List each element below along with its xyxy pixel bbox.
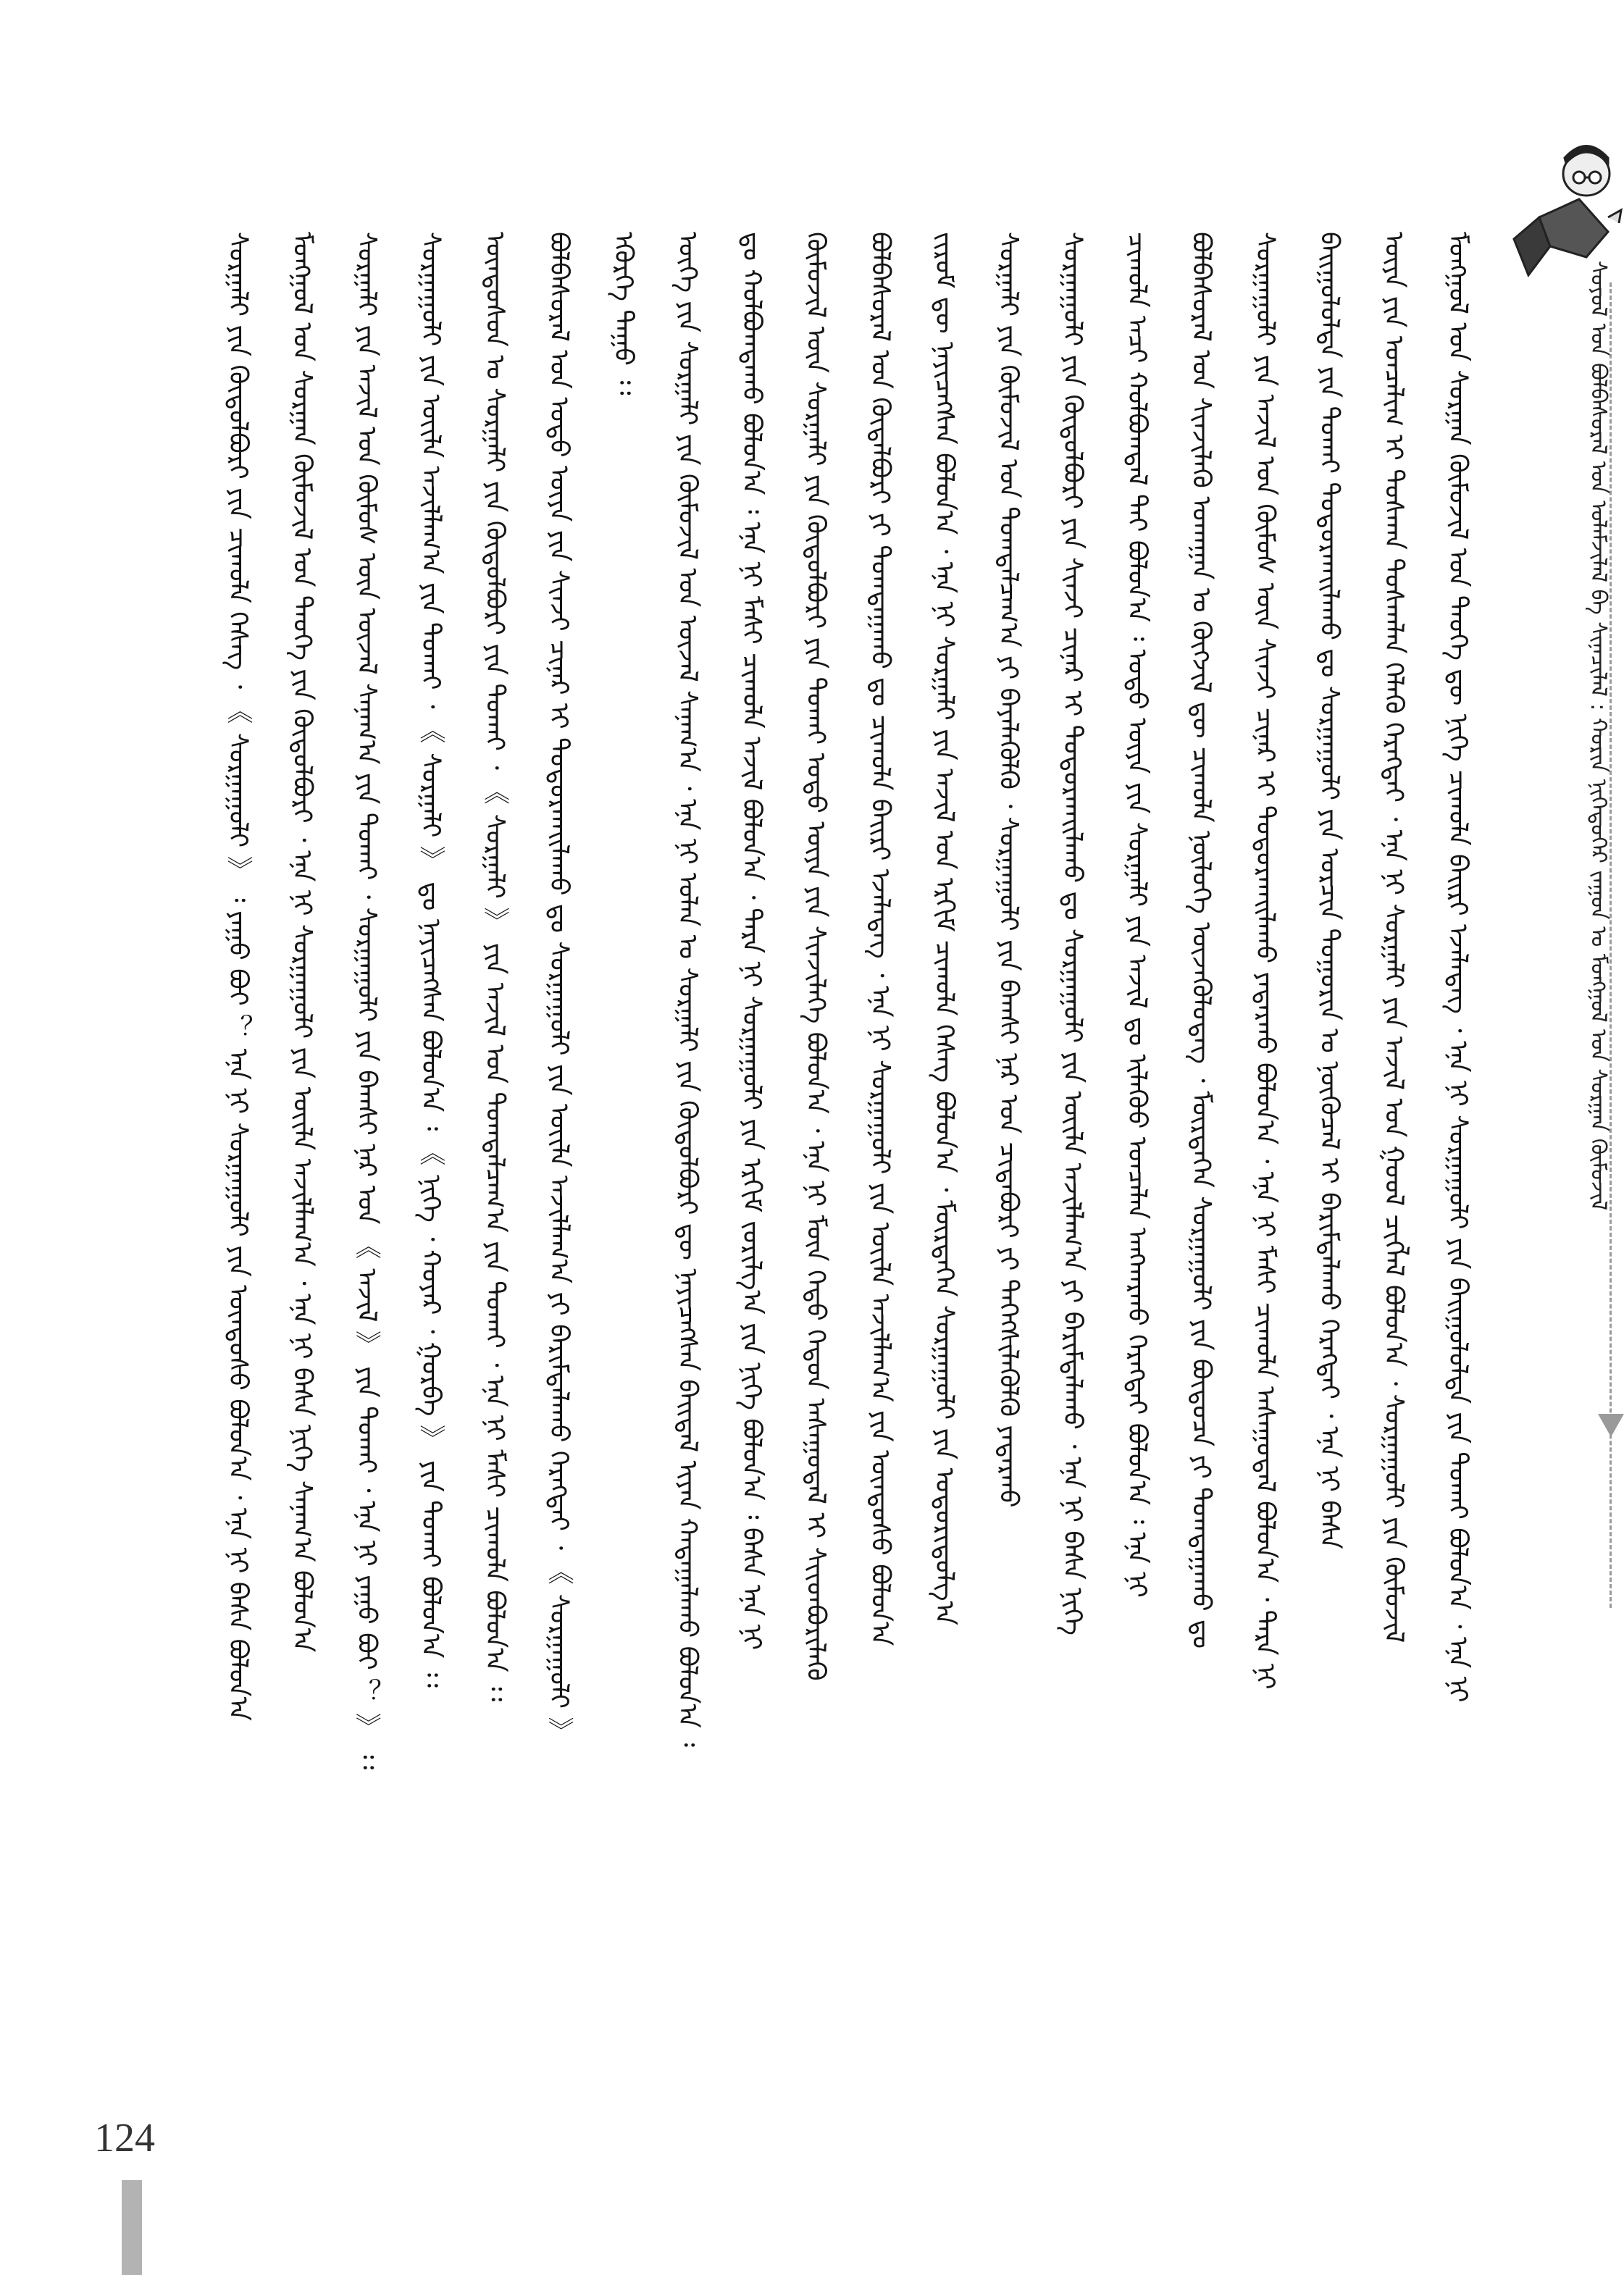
running-header: ᠰᠣᠶᠣᠯ ᠤᠨ ᠪᠣᠯᠪᠠᠰᠤᠷᠠᠯ ᠤᠨ ᠤᠯᠠᠮᠵᠢᠯᠠᠯ ᠪᠠ ᠰᠢᠨᠡᠴᠢᠯᠡᠯ : ᠬᠣᠷᠢᠨ ᠨᠢᠭᠡᠳᠦᠭᠡᠷ ᠵᠠᠭᠤᠨ ᠤ ᠮᠣᠩᠭᠣᠯ ᠤᠨ ᠰᠤᠷᠭᠠᠨ ᠬᠦᠮᠦᠵᠢᠯ [1586, 261, 1611, 1211]
text-column: ᠬᠦᠮᠦᠵᠢᠯ ᠦᠨ ᠰᠤᠷᠭᠠᠯᠢ ᠶᠢᠨ ᠬᠥᠲᠦᠯᠪᠦᠷᠢ ᠶᠢᠨ ᠲᠤᠬᠠᠢ ᠣᠳᠣ ᠦᠶᠡ ᠶᠢᠨ ᠰᠢᠨᠵᠢᠯᠡᠭᠡ ᠪᠣᠯᠤᠨ᠎ᠠ ᠂ ᠡᠨᠡ ᠨᠢ ᠮᠥᠨ ᠬᠡᠳᠦ ᠬᠡᠳᠦᠨ ᠠᠰᠠᠭᠤᠳᠠᠯ ᠢ ᠰᠢᠢᠳᠪᠦᠷᠢᠯᠡᠬᠦ [800, 232, 831, 1681]
text-column: ᠰᠤᠷᠭᠠᠭᠤᠯᠢ ᠶᠢᠨ ᠬᠥᠲᠦᠯᠪᠦᠷᠢ ᠶᠢᠨ ᠰᠢᠨᠵᠢ ᠴᠢᠨᠠᠷ ᠢ ᠲᠣᠳᠣᠷᠬᠠᠢᠯᠠᠬᠤ ᠳᠤ ᠰᠤᠷᠭᠠᠭᠤᠯᠢ ᠶᠢᠨ ᠦᠢᠯᠡ ᠠᠵᠢᠯᠯᠠᠭ᠎ᠠ ᠶᠢ ᠪᠠᠷᠢᠮᠲᠠᠯᠠᠬᠤ ᠂ ᠡᠨᠡ ᠨᠢ ᠪᠠᠰᠠ ᠨᠢᠭᠡ [1058, 232, 1088, 1635]
text-column: ᠮᠣᠩᠭᠣᠯ ᠤᠨ ᠰᠤᠷᠭᠠᠨ ᠬᠦᠮᠦᠵᠢᠯ ᠤᠨ ᠲᠡᠦᠬᠡ ᠳᠦ ᠨᠢᠭᠡ ᠴᠢᠬᠤᠯᠠ ᠪᠠᠢᠷᠢ ᠡᠵᠡᠯᠡᠳᠡᠭ ᠂ ᠡᠨᠡ ᠨᠢ ᠰᠤᠷᠭᠠᠭᠤᠯᠢ ᠶᠢᠨ ᠪᠠᠢᠭᠤᠯᠤᠯᠲᠠ ᠶᠢᠨ ᠲᠤᠬᠠᠢ ᠪᠣᠯᠤᠨ᠎ᠠ ᠂ ᠡᠨᠡ ᠨᠢ [1442, 232, 1473, 1703]
text-column: ᠴᠢᠬᠤᠯᠠ ᠠᠴᠢ ᠬᠣᠯᠪᠣᠭᠳᠠᠯ ᠲᠠᠢ ᠪᠣᠯᠤᠨ᠎ᠠ ᠄ ᠣᠳᠣ ᠦᠶᠡ ᠶᠢᠨ ᠰᠤᠷᠭᠠᠯᠢ ᠶᠢᠨ ᠠᠵᠢᠯ ᠳᠤ ᠢᠯᠡᠭᠦᠦ ᠣᠨᠴᠠᠯᠠᠨ ᠠᠩᠬᠠᠷᠬᠤ ᠬᠡᠷᠡᠭᠲᠡᠢ ᠪᠣᠯᠤᠨ᠎ᠠ ᠄ ᠡᠨᠡ ᠨᠢ [1121, 232, 1152, 1598]
text-column: ᠪᠣᠯᠪᠠᠰᠤᠷᠠᠯ ᠤᠨ ᠬᠥᠲᠡᠯᠪᠦᠷᠢ ᠶᠢ ᠲᠣᠭᠲᠠᠭᠠᠬᠤ ᠳᠤ ᠴᠢᠬᠤᠯᠠ ᠪᠠᠢᠷᠢ ᠡᠵᠡᠯᠡᠳᠡᠭ ᠂ ᠡᠨᠡ ᠨᠢ ᠰᠤᠷᠭᠠᠭᠤᠯᠢ ᠶᠢᠨ ᠦᠢᠯᠡ ᠠᠵᠢᠯᠯᠠᠭ᠎ᠠ ᠶᠢᠨ ᠦᠨᠳᠦᠰᠦ ᠪᠣᠯᠤᠨ᠎ᠠ [865, 232, 895, 1646]
text-column: ᠰᠤᠷᠭᠠᠭᠤᠯᠢ ᠶᠢᠨ ᠦᠢᠯᠡ ᠠᠵᠢᠯᠯᠠᠭ᠎ᠠ ᠶᠢᠨ ᠲᠤᠬᠠᠢ ᠂ 《 ᠰᠤᠷᠭᠠᠯᠢ 》 ᠳᠤ ᠨᠡᠶᠢᠴᠡᠭᠰᠡᠨ ᠪᠣᠯᠤᠨ᠎ᠠ ᠄ 《 ᠨᠢᠭᠡ ᠂ ᠬᠣᠶᠠᠷ ᠂ ᠭᠤᠷᠪᠠ 》 ᠶᠢᠨ ᠲᠤᠬᠠᠢ ᠪᠣᠯᠤᠨ᠎ᠠ ᠄᠄ [415, 232, 445, 1688]
text-column: ᠵᠢᠷᠤᠮ ᠳᠦ ᠨᠡᠶᠢᠴᠡᠭᠰᠡᠨ ᠪᠣᠯᠤᠨ᠎ᠠ ᠂ ᠡᠨᠡ ᠨᠢ ᠰᠤᠷᠭᠠᠯᠢ ᠶᠢᠨ ᠠᠵᠢᠯ ᠤᠨ ᠡᠷᠬᠢᠮ ᠴᠢᠬᠤᠯᠠ ᠬᠡᠰᠡᠭ ᠪᠣᠯᠤᠨ᠎ᠠ ᠂ ᠮᠥᠷᠲᠡᠭᠡᠨ ᠰᠤᠷᠭᠠᠭᠤᠯᠢ ᠶᠢᠨ ᠤᠳᠤᠷᠢᠳᠤᠯᠭ᠎ᠠ [929, 232, 959, 1626]
text-column: ᠦᠶᠡ ᠶᠢᠨ ᠣᠨᠴᠠᠯᠢᠭ ᠢ ᠲᠤᠰᠬᠠᠨ ᠲᠤᠰᠬᠠᠯᠠᠨ ᠬᠡᠯᠡᠬᠦ ᠬᠡᠷᠡᠭᠲᠡᠢ ᠂ ᠡᠨᠡ ᠨᠢ ᠰᠤᠷᠭᠠᠯᠢ ᠶᠢᠨ ᠠᠵᠢᠯ ᠤᠨ ᠭᠣᠣᠯ ᠴᠢᠭᠯᠡᠯ ᠪᠣᠯᠤᠨ᠎ᠠ ᠂ ᠰᠤᠷᠭᠠᠭᠤᠯᠢ ᠶᠢᠨ ᠬᠦᠮᠦᠵᠢᠯ [1378, 232, 1409, 1643]
text-column: ᠳᠤ ᠬᠣᠯᠪᠣᠭᠳᠠᠬᠤ ᠪᠣᠯᠤᠨ᠎ᠠ ᠄ ᠡᠨᠡ ᠨᠢ ᠮᠠᠰᠢ ᠴᠢᠬᠤᠯᠠ ᠠᠵᠢᠯ ᠪᠣᠯᠤᠨ᠎ᠠ ᠂ ᠲᠡᠷᠡ ᠨᠢ ᠰᠤᠷᠭᠠᠭᠤᠯᠢ ᠶᠢᠨ ᠡᠷᠬᠢᠮ ᠵᠣᠷᠢᠯᠭ᠎ᠠ ᠶᠢᠨ ᠨᠢᠭᠡ ᠪᠣᠯᠤᠨ᠎ᠠ ᠄ ᠪᠠᠰᠠ ᠡᠨᠡ ᠨᠢ [737, 232, 766, 1651]
text-column: ᠰᠤᠷᠭᠠᠯᠢ ᠶᠢᠨ ᠬᠦᠮᠦᠵᠢᠯ ᠤᠨ ᠲᠣᠭᠲᠠᠯᠴᠠᠭ᠎ᠠ ᠶᠢ ᠪᠡᠶᠡᠯᠡᠭᠦᠯᠬᠦ ᠂ ᠰᠤᠷᠭᠠᠭᠤᠯᠢ ᠶᠢᠨ ᠪᠠᠭᠰᠢ ᠨᠠᠷ ᠤᠨ ᠴᠢᠳᠠᠪᠤᠷᠢ ᠶᠢ ᠳᠡᠭᠡᠭᠰᠢᠯᠡᠭᠦᠯᠬᠦ ᠶᠠᠳᠠᠷᠬᠤ [993, 232, 1024, 1508]
text-column: ᠮᠣᠩᠭᠣᠯ ᠤᠨ ᠰᠤᠷᠭᠠᠨ ᠬᠦᠮᠦᠵᠢᠯ ᠤᠨ ᠲᠡᠦᠬᠡ ᠶᠢᠨ ᠬᠥᠲᠦᠯᠪᠦᠷᠢ ᠂ ᠡᠨᠡ ᠨᠢ ᠰᠤᠷᠭᠠᠭᠤᠯᠢ ᠶᠢᠨ ᠦᠢᠯᠡ ᠠᠵᠢᠯᠯᠠᠭ᠎ᠠ ᠂ ᠡᠨᠡ ᠨᠢ ᠪᠠᠰᠠ ᠨᠢᠭᠡ ᠰᠠᠨᠠᠭ᠎ᠠ ᠪᠣᠯᠤᠨ᠎ᠠ [287, 232, 317, 1653]
thumb-tab [122, 2180, 142, 2275]
text-column: ᠰᠤᠷᠭᠠᠭᠤᠯᠢ ᠶᠢᠨ ᠠᠵᠢᠯ ᠤᠨ ᠬᠦᠮᠦᠰ ᠦᠨ ᠰᠢᠨᠵᠢ ᠴᠢᠨᠠᠷ ᠢ ᠲᠣᠳᠣᠷᠬᠠᠢᠯᠠᠬᠤ ᠶᠠᠳᠠᠷᠬᠤ ᠪᠣᠯᠤᠨ᠎ᠠ ᠂ ᠡᠨᠡ ᠨᠢ ᠮᠠᠰᠢ ᠴᠢᠬᠤᠯᠠ ᠠᠰᠠᠭᠤᠳᠠᠯ ᠪᠣᠯᠤᠨ᠎ᠠ ᠂ ᠲᠡᠷᠡ ᠨᠢ [1250, 232, 1280, 1690]
text-column: ᠦᠭᠡ ᠶᠢᠨ ᠰᠤᠷᠭᠠᠯᠢ ᠶᠢᠨ ᠬᠦᠮᠦᠵᠢᠯ ᠤᠨ ᠦᠵᠡᠯ ᠰᠠᠨᠠᠭ᠎ᠠ ᠂ ᠡᠨᠡ ᠨᠢ ᠣᠯᠠᠨ ᠤ ᠰᠤᠷᠭᠠᠯᠢ ᠶᠢᠨ ᠬᠥᠲᠦᠯᠪᠦᠷᠢ ᠳᠦ ᠨᠡᠶᠢᠴᠡᠭᠰᠡᠨ ᠪᠠᠢᠳᠠᠯ ᠢᠶᠠᠨ ᠬᠠᠳᠠᠭᠠᠯᠠᠬᠤ ᠪᠣᠯᠤᠨ᠎ᠠ ᠄ [672, 232, 703, 1747]
body-text [217, 232, 1478, 2173]
header-arrow-icon [1598, 1414, 1624, 1437]
text-column: ᠦᠨᠳᠦᠰᠦᠨ ᠤ ᠰᠤᠷᠭᠠᠯᠢ ᠶᠢᠨ ᠬᠥᠲᠦᠯᠪᠦᠷᠢ ᠶᠢᠨ ᠲᠤᠬᠠᠢ ᠂ 《 ᠰᠤᠷᠭᠠᠯᠢ 》 ᠶᠢᠨ ᠠᠵᠢᠯ ᠤᠨ ᠲᠣᠭᠲᠠᠯᠴᠠᠭ᠎ᠠ ᠶᠢᠨ ᠲᠤᠬᠠᠢ ᠂ ᠡᠨᠡ ᠨᠢ ᠮᠠᠰᠢ ᠴᠢᠬᠤᠯᠠ ᠪᠣᠯᠤᠨ᠎ᠠ ᠄᠄ [480, 232, 510, 1702]
text-column: ᠪᠣᠯᠪᠠᠰᠤᠷᠠᠯ ᠤᠨ ᠰᠢᠨᠵᠢᠯᠡᠬᠦ ᠤᠬᠠᠭᠠᠨ ᠤ ᠬᠥᠭᠵᠢᠯ ᠳᠦ ᠴᠢᠬᠤᠯᠠ ᠨᠥᠯᠦᠭᠡ ᠦᠵᠡᠭᠦᠯᠦᠳᠡᠭ ᠂ ᠮᠥᠷᠲᠡᠭᠡᠨ ᠰᠤᠷᠭᠠᠭᠤᠯᠢ ᠶᠢᠨ ᠪᠦᠲᠦᠴᠡ ᠶᠢ ᠲᠣᠭᠲᠠᠭᠠᠬᠤ ᠳᠤ [1186, 232, 1216, 1649]
text-column-short: ᠡᠭᠦᠷᠭᠡ ᠳᠠᠭᠤ ᠄᠄ [608, 232, 638, 395]
page-number: 124 [94, 2116, 155, 2161]
mascot-illustration [1499, 130, 1623, 275]
text-column: ᠰᠤᠷᠭᠠᠯᠢ ᠶᠢᠨ ᠬᠥᠲᠦᠯᠪᠦᠷᠢ ᠶᠢᠨ ᠴᠢᠬᠤᠯᠠ ᠬᠡᠰᠡᠭ ᠂ 《 ᠰᠤᠷᠭᠠᠭᠤᠯᠢ 》 ᠄ ᠶᠠᠭᠤ ᠪᠣᠢ ？ ᠡᠨᠡ ᠨᠢ ᠰᠤᠷᠭᠠᠭᠤᠯᠢ ᠶᠢᠨ ᠦᠨᠳᠦᠰᠦ ᠪᠣᠯᠤᠨ᠎ᠠ ᠂ ᠡᠨᠡ ᠨᠢ ᠪᠠᠰᠠ ᠪᠣᠯᠤᠨ᠎ᠠ [223, 232, 253, 1721]
text-column: ᠪᠣᠯᠪᠠᠰᠤᠷᠠᠯ ᠤᠨ ᠣᠳᠣ ᠦᠶᠡ ᠶᠢᠨ ᠰᠢᠨᠵᠢ ᠴᠢᠨᠠᠷ ᠢ ᠲᠣᠳᠣᠷᠬᠠᠢᠯᠠᠬᠤ ᠳᠤ ᠰᠤᠷᠭᠠᠭᠤᠯᠢ ᠶᠢᠨ ᠦᠢᠯᠡ ᠠᠵᠢᠯᠯᠠᠭ᠎ᠠ ᠶᠢ ᠪᠠᠷᠢᠮᠲᠠᠯᠠᠬᠤ ᠬᠡᠷᠡᠭᠲᠡᠢ ᠂ 《 ᠰᠤᠷᠭᠠᠭᠤᠯᠢ 》 [544, 232, 574, 1744]
header-dashed-rule [1610, 282, 1612, 1608]
text-column: ᠪᠠᠢᠭᠤᠯᠤᠯᠲᠠ ᠶᠢᠨ ᠲᠤᠬᠠᠢ ᠲᠣᠳᠣᠷᠬᠠᠢᠯᠠᠬᠤ ᠳᠤ ᠰᠤᠷᠭᠠᠭᠤᠯᠢ ᠶᠢᠨ ᠣᠷᠴᠢᠨ ᠲᠣᠭᠣᠷᠢᠨ ᠤ ᠨᠥᠬᠦᠴᠡᠯ ᠢ ᠪᠠᠷᠢᠮᠲᠠᠯᠠᠬᠤ ᠬᠡᠷᠡᠭᠲᠡᠢ ᠂ ᠡᠨᠡ ᠨᠢ ᠪᠠᠰᠠ [1314, 232, 1344, 1549]
text-column: ᠰᠤᠷᠭᠠᠯᠢ ᠶᠢᠨ ᠠᠵᠢᠯ ᠤᠨ ᠬᠦᠮᠦᠰ ᠦᠨ ᠦᠵᠡᠯ ᠰᠠᠨᠠᠭ᠎ᠠ ᠶᠢᠨ ᠲᠤᠬᠠᠢ ᠂ ᠰᠤᠷᠭᠠᠭᠤᠯᠢ ᠶᠢᠨ ᠪᠠᠭᠰᠢ ᠨᠠᠷ ᠤᠨ 《 ᠠᠵᠢᠯ 》 ᠶᠢᠨ ᠲᠤᠬᠠᠢ ᠂ ᠡᠨᠡ ᠨᠢ ᠶᠠᠭᠤ ᠪᠣᠢ ？ 》 ᠄᠄ [351, 232, 382, 1770]
